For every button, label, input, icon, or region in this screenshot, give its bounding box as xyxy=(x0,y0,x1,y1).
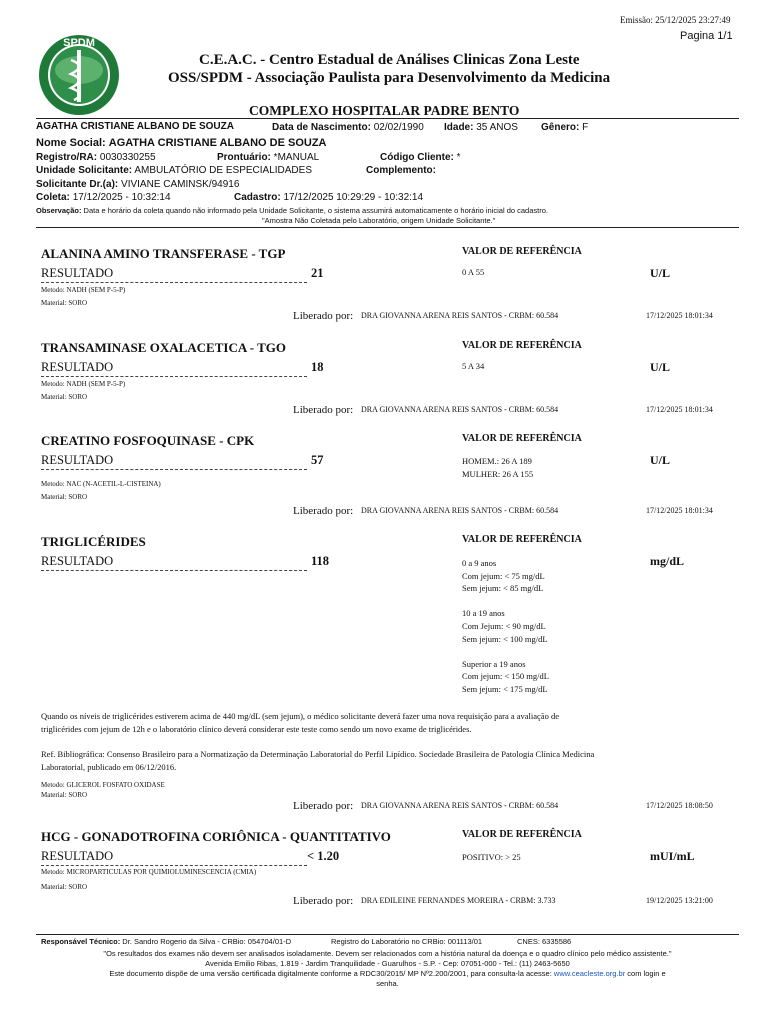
coleta-value: 17/12/2025 - 10:32:14 xyxy=(72,192,171,203)
result-label: RESULTADO xyxy=(41,266,114,280)
coleta xyxy=(36,192,171,203)
material: Material: SORO xyxy=(41,299,88,307)
patient-row-1 xyxy=(36,121,234,132)
resp-label: Responsável Técnico: xyxy=(41,937,121,946)
age-value: 35 ANOS xyxy=(476,122,518,133)
released-by-label: Liberado por: xyxy=(293,895,354,907)
cert-text: Este documento dispõe de uma versão certificada digitalmente conforme a RDC30/2015/ MP Nº2.200/2001, para consulta-la acesse: xyxy=(109,969,554,978)
hospital-name: COMPLEXO HOSPITALAR PADRE BENTO xyxy=(249,103,520,118)
gender xyxy=(541,122,588,133)
header-rule xyxy=(36,118,739,119)
cliente-value: * xyxy=(456,152,461,163)
exam-title: TRIGLICÉRIDES xyxy=(41,534,146,549)
reference-header: VALOR DE REFERÊNCIA xyxy=(462,433,582,444)
triglycerides-note: Quando os níveis de triglicérides estiverem acima de 440 mg/dL (sem jejum), o médico solicitante deverá fazer uma nova requisição para a avaliação de triglicérides com jejum de 12h e o laboratório clínico deverá considerar este teste como sendo um novo exame de triglicérides. xyxy=(41,711,559,734)
released-by-label: Liberado por: xyxy=(293,800,354,812)
age xyxy=(444,122,518,133)
footer-resp xyxy=(41,937,291,946)
social-label: Nome Social: xyxy=(36,137,106,149)
reference-header: VALOR DE REFERÊNCIA xyxy=(462,829,582,840)
social-name xyxy=(36,137,327,149)
unidade xyxy=(36,165,312,176)
cadastro-value: 17/12/2025 10:29:29 - 10:32:14 xyxy=(283,192,424,203)
codigo-cliente xyxy=(380,152,461,163)
result-label: RESULTADO xyxy=(41,360,114,374)
released-by-name: DRA GIOVANNA ARENA REIS SANTOS - CRBM: 60.584 xyxy=(361,405,559,414)
prontuario-value: *MANUAL xyxy=(273,152,320,163)
reference-values: 0 a 9 anos Com jejum: < 75 mg/dL Sem jejum: < 85 mg/dL 10 a 19 anos Com Jejum: < 90 mg/dL Sem jejum: < 100 mg/dL Superior a 19 anos Com jejum: < 150 mg/dL Sem jejum: < 175 mg/dL xyxy=(462,558,549,694)
gender-label: Gênero: xyxy=(541,122,580,133)
result-label: RESULTADO xyxy=(41,849,114,863)
obs-label: Observação: xyxy=(36,206,82,215)
social-value: AGATHA CRISTIANE ALBANO DE SOUZA xyxy=(108,137,327,149)
result-dashed-line xyxy=(41,469,307,470)
result-unit: U/L xyxy=(650,360,671,374)
reference-values: POSITIVO: > 25 xyxy=(462,852,521,862)
footer-rule xyxy=(36,934,739,935)
cert-text-end: com login e xyxy=(625,969,666,978)
method: Metodo: NADH (SEM P-5-P) xyxy=(41,380,126,388)
footer-cnes: CNES: 6335586 xyxy=(517,937,572,946)
cadastro-label: Cadastro: xyxy=(234,192,281,203)
result-unit: U/L xyxy=(650,453,671,467)
footer-disclaimer: "Os resultados dos exames não devem ser analisados isoladamente. Devem ser relacionados com a história natural da doença e o quadro clínico pelo médico assistente." xyxy=(103,949,672,958)
emission-datetime: Emissão: 25/12/2025 23:27:49 xyxy=(620,15,731,25)
lab-title: C.E.A.C. - Centro Estadual de Análises Clinicas Zona Leste xyxy=(199,52,580,68)
complemento xyxy=(366,165,436,176)
material: Material: SORO xyxy=(41,791,88,799)
exam-title: TRANSAMINASE OXALACETICA - TGO xyxy=(41,340,286,355)
reference-values: HOMEM.: 26 A 189 MULHER: 26 A 155 xyxy=(462,456,534,479)
page-number: Pagina 1/1 xyxy=(680,30,733,42)
released-by-label: Liberado por: xyxy=(293,310,354,322)
gender-value: F xyxy=(582,122,589,133)
spdm-logo xyxy=(38,34,120,116)
released-datetime: 17/12/2025 18:01:34 xyxy=(646,311,713,320)
footer-senha: senha. xyxy=(376,979,399,988)
obs-note: "Amostra Não Coletada pelo Laboratório, origem Unidade Solicitante." xyxy=(262,216,496,225)
result-value: 118 xyxy=(311,554,330,568)
result-value: 18 xyxy=(311,360,324,374)
released-by-label: Liberado por: xyxy=(293,505,354,517)
unidade-value: AMBULATÓRIO DE ESPECIALIDADES xyxy=(134,165,312,176)
released-datetime: 17/12/2025 18:08:50 xyxy=(646,801,713,810)
result-unit: mg/dL xyxy=(650,554,685,568)
result-unit: U/L xyxy=(650,266,671,280)
patient-rule xyxy=(36,227,739,228)
result-unit: mUI/mL xyxy=(650,849,695,863)
released-by-name: DRA EDILEINE FERNANDES MOREIRA - CRBM: 3.733 xyxy=(361,896,556,905)
exam-title: CREATINO FOSFOQUINASE - CPK xyxy=(41,433,255,448)
footer-registro: Registro do Laboratório no CRBio: 001113/01 xyxy=(331,937,483,946)
obs-text: Data e horário da coleta quando não informado pela Unidade Solicitante, o sistema assumirá automaticamente o horário inicial do cadastro. xyxy=(83,206,548,215)
cliente-label: Código Cliente: xyxy=(380,152,454,163)
material: Material: SORO xyxy=(41,493,88,501)
solicitante-label: Solicitante Dr.(a): xyxy=(36,179,119,190)
bibliographic-reference: Ref. Bibliográfica: Consenso Brasileiro para a Normatização da Determinação Laboratorial do Perfil Lipídico. Sociedade Brasileira de Patologia Clínica Medicina Laboratorial, publicado em 06/12/2016. xyxy=(41,749,595,772)
logo-text: SPDM xyxy=(63,37,95,49)
result-dashed-line xyxy=(41,376,307,377)
footer-certification xyxy=(36,969,739,978)
method: Metodo: NAC (N-ACETIL-L-CISTEINA) xyxy=(41,480,161,488)
reference-header: VALOR DE REFERÊNCIA xyxy=(462,246,582,257)
released-datetime: 17/12/2025 18:01:34 xyxy=(646,405,713,414)
ra-value: 0030330255 xyxy=(99,152,156,163)
reference-values: 0 A 55 xyxy=(462,267,485,277)
material: Material: SORO xyxy=(41,883,88,891)
result-label: RESULTADO xyxy=(41,453,114,467)
registro xyxy=(36,152,156,163)
released-datetime: 19/12/2025 13:21:00 xyxy=(646,896,713,905)
result-value: < 1.20 xyxy=(307,849,340,863)
prontuario xyxy=(217,152,319,163)
reference-header: VALOR DE REFERÊNCIA xyxy=(462,340,582,351)
released-datetime: 17/12/2025 18:01:34 xyxy=(646,506,713,515)
unidade-label: Unidade Solicitante: xyxy=(36,165,133,176)
resp-value: Dr. Sandro Rogerio da Silva - CRBio: 054704/01-D xyxy=(122,937,292,946)
result-dashed-line xyxy=(41,570,307,571)
result-dashed-line xyxy=(41,282,307,283)
footer-address: Avenida Emilio Ribas, 1.819 - Jardim Tranquilidade - Guarulhos - S.P. - Cep: 07051-000 - Tel.: (11) 2463-5650 xyxy=(205,959,570,968)
observacao xyxy=(36,206,548,215)
reference-header: VALOR DE REFERÊNCIA xyxy=(462,534,582,545)
method: Metodo: GLICEROL FOSFATO OXIDASE xyxy=(41,781,165,789)
ra-label: Registro/RA: xyxy=(36,152,98,163)
age-label: Idade: xyxy=(444,122,474,133)
released-by-name: DRA GIOVANNA ARENA REIS SANTOS - CRBM: 60.584 xyxy=(361,506,559,515)
result-value: 21 xyxy=(311,266,324,280)
patient-name: AGATHA CRISTIANE ALBANO DE SOUZA xyxy=(36,121,234,132)
released-by-label: Liberado por: xyxy=(293,404,354,416)
dob-label: Data de Nascimento: xyxy=(272,122,371,133)
complemento-label: Complemento: xyxy=(366,165,436,176)
cadastro xyxy=(234,192,423,203)
material: Material: SORO xyxy=(41,393,88,401)
exam-title: ALANINA AMINO TRANSFERASE - TGP xyxy=(41,246,286,261)
result-dashed-line xyxy=(41,865,307,866)
dob xyxy=(272,122,424,133)
result-value: 57 xyxy=(311,453,324,467)
solicitante xyxy=(36,179,239,190)
exam-title: HCG - GONADOTROFINA CORIÔNICA - QUANTITATIVO xyxy=(41,829,391,844)
method: Metodo: NADH (SEM P-5-P) xyxy=(41,286,126,294)
reference-values: 5 A 34 xyxy=(462,361,485,371)
method: Metodo: MICROPARTICULAS POR QUIMIOLUMINESCENCIA (CMIA) xyxy=(41,868,257,876)
solicitante-value: VIVIANE CAMINSK/94916 xyxy=(121,179,240,190)
coleta-label: Coleta: xyxy=(36,192,70,203)
ceac-link[interactable]: www.ceacleste.org.br xyxy=(553,969,626,978)
released-by-name: DRA GIOVANNA ARENA REIS SANTOS - CRBM: 60.584 xyxy=(361,311,559,320)
dob-value: 02/02/1990 xyxy=(373,122,424,133)
org-title: OSS/SPDM - Associação Paulista para Desenvolvimento da Medicina xyxy=(168,70,611,86)
result-label: RESULTADO xyxy=(41,554,114,568)
prontuario-label: Prontuário: xyxy=(217,152,271,163)
released-by-name: DRA GIOVANNA ARENA REIS SANTOS - CRBM: 60.584 xyxy=(361,801,559,810)
